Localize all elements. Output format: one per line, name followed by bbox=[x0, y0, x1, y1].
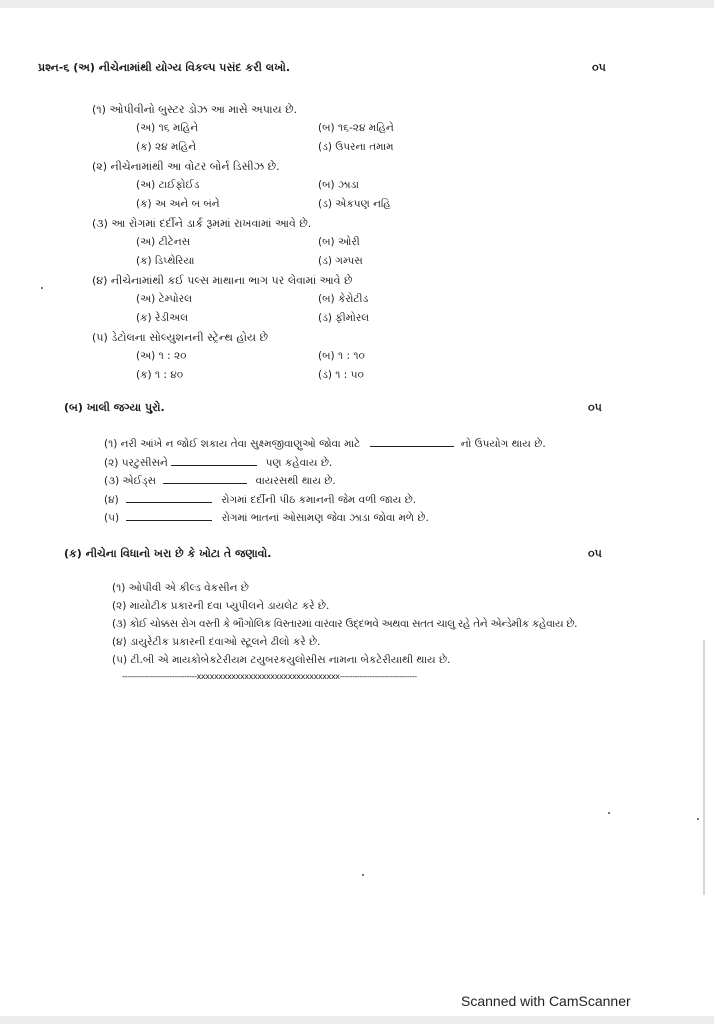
true-false-item-3: (૩) કોઈ ચોક્કસ રોગ વસ્તી કે ભૌગોલિક વિસ્તારમાં વારંવાર ઉદ્દભવે અથવા સતત ચાલુ રહે તેને એન્ડેમીક કહેવાય છે. bbox=[112, 618, 578, 630]
mcq-1-option-b: (બ) ૧૬-૨૪ મહિને bbox=[318, 122, 394, 134]
scan-speck bbox=[697, 818, 699, 820]
blank-item-4-suffix: રોગમાં દર્દીની પીઠ કમાનની જેમ વળી જાય છે. bbox=[221, 494, 417, 506]
blank-item-1-suffix: નો ઉપયોગ થાય છે. bbox=[460, 438, 546, 450]
mcq-question-1: (૧) ઓપીવીનો બુસ્ટર ડોઝ આ માસે અપાય છે. bbox=[92, 103, 298, 116]
mcq-5-option-c: (ક) ૧ : ૪૦ bbox=[136, 369, 184, 381]
section-a-heading: પ્રશ્ન-૬ (અ) નીચેનામાંથી યોગ્ય વિકલ્પ પસંદ કરી લખો. bbox=[38, 61, 291, 74]
mcq-5-option-d: (ડ) ૧ : ૫૦ bbox=[318, 369, 364, 381]
mcq-2-option-b: (બ) ઝાડા bbox=[318, 179, 359, 191]
scan-top-edge bbox=[0, 0, 714, 8]
scan-bottom-edge bbox=[0, 1016, 714, 1024]
mcq-1-option-c: (ક) ૨૪ મહિને bbox=[136, 141, 197, 153]
blank-item-5-text: (૫) bbox=[104, 512, 120, 524]
blank-item-3-text: (૩) એઈડ્સ bbox=[104, 475, 156, 487]
blank-item-2-text: (૨) પરટુસીસને bbox=[104, 457, 168, 469]
blank-item-3 bbox=[104, 474, 336, 487]
blank-item-5 bbox=[104, 511, 429, 524]
mcq-4-option-a: (અ) ટેમ્પોરલ bbox=[136, 293, 193, 305]
mcq-question-3: (૩) આ રોગમાં દર્દીને ડાર્ક રૂમમાં રાખવામાં આવે છે. bbox=[92, 217, 312, 230]
true-false-item-2: (૨) માયોટીક પ્રકારની દવા પ્યુપીલને ડાયલેટ કરે છે. bbox=[112, 600, 330, 612]
section-b-marks: ૦૫ bbox=[588, 401, 602, 414]
mcq-question-4: (૪) નીચેનામાંથી કઈ પલ્સ માથાના ભાગ પર લેવામાં આવે છે bbox=[92, 274, 353, 287]
mcq-5-option-b: (બ) ૧ : ૧૦ bbox=[318, 350, 365, 362]
blank-item-1 bbox=[104, 437, 546, 450]
mcq-2-option-c: (ક) અ અને બ બંને bbox=[136, 198, 220, 210]
mcq-5-option-a: (અ) ૧ : ૨૦ bbox=[136, 350, 187, 362]
scan-speck bbox=[362, 874, 364, 876]
mcq-3-option-d: (ડ) ગમ્પસ bbox=[318, 255, 363, 267]
mcq-3-option-c: (ક) ડિપ્થેરિયા bbox=[136, 255, 195, 267]
blank-item-4-text: (૪) bbox=[104, 494, 119, 506]
blank-item-5-suffix: રોગમાં ભાતનાં ઓસામણ જેવા ઝાડા જોવા મળે છે. bbox=[221, 512, 429, 524]
true-false-item-4: (૪) ડાયુરેટીક પ્રકારની દવાઓ સ્ટૂલને ઢીલો કરે છે. bbox=[112, 636, 321, 648]
mcq-3-option-b: (બ) ઓરી bbox=[318, 236, 360, 248]
end-of-paper-line: ------------------------------xxxxxxxxxxxxxxxxxxxxxxxxxxxxxxxxx------------------------------- bbox=[122, 672, 417, 681]
mcq-1-option-a: (અ) ૧૬ મહિને bbox=[136, 122, 199, 134]
mcq-1-option-d: (ડ) ઉપરના તમામ bbox=[318, 141, 394, 153]
blank-line bbox=[126, 511, 212, 521]
camscanner-watermark: Scanned with CamScanner bbox=[461, 993, 631, 1009]
blank-line bbox=[126, 493, 212, 503]
mcq-question-2: (૨) નીચેનામાંથી આ વોટર બોર્ન ડિસીઝ છે. bbox=[92, 160, 280, 173]
scan-right-edge bbox=[703, 640, 705, 895]
mcq-2-option-d: (ડ) એકપણ નહિ bbox=[318, 198, 391, 210]
true-false-item-1: (૧) ઓપીવી એ કીલ્ડ વેકસીન છે bbox=[112, 582, 249, 594]
scan-speck bbox=[41, 287, 43, 289]
section-c-marks: ૦૫ bbox=[588, 547, 602, 560]
blank-line bbox=[370, 437, 454, 447]
blank-line bbox=[171, 456, 257, 466]
mcq-question-5: (૫) ડેટોલના સોલ્યુશનની સ્ટ્રેન્થ હોય છે bbox=[92, 331, 268, 344]
section-c-heading: (ક) નીચેના વિધાનો ખરા છે કે ખોટા તે જણાવો. bbox=[64, 547, 272, 560]
blank-item-4 bbox=[104, 493, 416, 506]
section-b-heading: (બ) ખાલી જગ્યા પુરો. bbox=[64, 401, 165, 414]
true-false-item-5: (૫) ટી.બી એ માયકોબેકટેરીયમ ટયુબરકયુલોસીસ નામના બેકટેરીયાથી થાય છે. bbox=[112, 654, 451, 666]
mcq-3-option-a: (અ) ટીટેનસ bbox=[136, 236, 191, 248]
mcq-4-option-b: (બ) કેરોટીડ bbox=[318, 293, 369, 305]
blank-item-2 bbox=[104, 456, 332, 469]
mcq-4-option-c: (ક) રેડીઅલ bbox=[136, 312, 189, 324]
mcq-4-option-d: (ડ) ફીમોરલ bbox=[318, 312, 370, 324]
section-a-marks: ૦૫ bbox=[592, 61, 606, 74]
scan-speck bbox=[608, 812, 610, 814]
blank-item-1-text: (૧) નરી આંખે ન જોઈ શકાય તેવા સુક્ષ્મજીવાણુઓ જોવા માટે bbox=[104, 438, 361, 450]
blank-item-2-suffix: પણ કહેવાય છે. bbox=[265, 457, 333, 469]
blank-item-3-suffix: વાયરસથી થાય છે. bbox=[255, 475, 336, 487]
blank-line bbox=[163, 474, 247, 484]
mcq-2-option-a: (અ) ટાઈફોઈડ bbox=[136, 179, 200, 191]
